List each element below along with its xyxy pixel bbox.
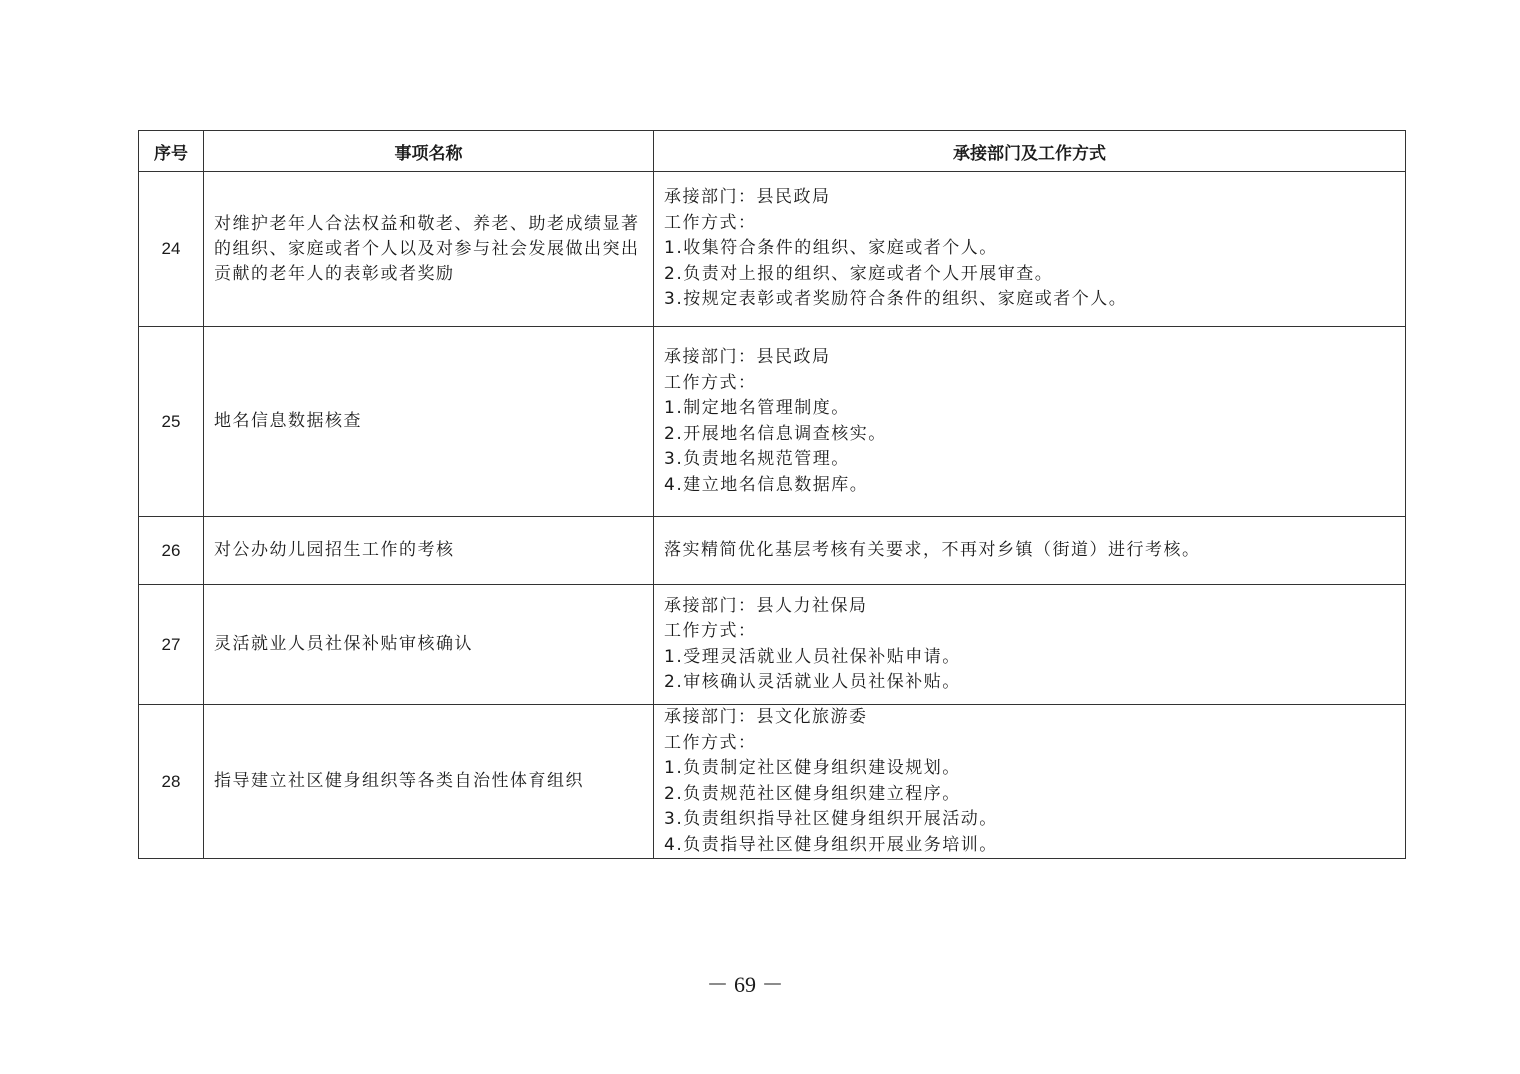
item-name-cell <box>204 517 654 585</box>
method-step: 1.制定地名管理制度。 <box>664 398 850 418</box>
table-header-row <box>139 131 1406 172</box>
item-name-line: 指导建立社区健身组织等各类自治性体育组织 <box>214 771 584 791</box>
row-number: 26 <box>139 517 204 585</box>
department-method-cell <box>654 705 1406 859</box>
row-number: 28 <box>139 705 204 859</box>
method-step: 1.负责制定社区健身组织建设规划。 <box>664 758 961 778</box>
department-line: 承接部门：县民政局 <box>664 187 831 208</box>
method-step: 1.收集符合条件的组织、家庭或者个人。 <box>664 238 998 259</box>
row-number: 24 <box>139 172 204 327</box>
row-number: 27 <box>139 585 204 705</box>
item-name-line: 地名信息数据核查 <box>214 411 362 431</box>
method-step: 4.负责指导社区健身组织开展业务培训。 <box>664 834 998 855</box>
method-label: 工作方式： <box>664 212 757 233</box>
item-name-line: 对维护老年人合法权益和敬老、养老、助老成绩显著 <box>214 213 640 234</box>
header-serial-number: 序号 <box>139 131 204 172</box>
item-name-line: 灵活就业人员社保补贴审核确认 <box>214 634 473 654</box>
method-step: 3.负责地名规范管理。 <box>664 449 850 469</box>
row-number: 25 <box>139 327 204 517</box>
table-row <box>139 327 1406 517</box>
item-name-cell <box>204 585 654 705</box>
method-step: 4.建立地名信息数据库。 <box>664 474 869 495</box>
method-step: 2.负责规范社区健身组织建立程序。 <box>664 783 961 804</box>
department-line: 承接部门：县民政局 <box>664 347 831 367</box>
table-row <box>139 585 1406 705</box>
method-step: 2.开展地名信息调查核实。 <box>664 423 887 444</box>
method-step: 1.受理灵活就业人员社保补贴申请。 <box>664 646 961 667</box>
table-row <box>139 172 1406 327</box>
department-line: 承接部门：县文化旅游委 <box>664 707 868 727</box>
item-name-cell <box>204 172 654 327</box>
method-step: 2.审核确认灵活就业人员社保补贴。 <box>664 672 961 692</box>
method-label: 工作方式： <box>664 372 757 393</box>
method-note: 落实精简优化基层考核有关要求，不再对乡镇（街道）进行考核。 <box>664 539 1201 560</box>
method-label: 工作方式： <box>664 732 757 753</box>
table-row <box>139 517 1406 585</box>
department-method-cell <box>654 327 1406 517</box>
page-number: － 69 － <box>706 972 784 997</box>
table-row <box>139 705 1406 859</box>
method-step: 2.负责对上报的组织、家庭或者个人开展审查。 <box>664 263 1054 284</box>
department-method-cell <box>654 585 1406 705</box>
item-name-line: 的组织、家庭或者个人以及对参与社会发展做出突出 <box>214 238 640 259</box>
item-name-line: 对公办幼儿园招生工作的考核 <box>214 540 455 560</box>
item-name-line: 贡献的老年人的表彰或者奖励 <box>214 263 455 284</box>
item-name-cell <box>204 327 654 517</box>
department-line: 承接部门：县人力社保局 <box>664 595 868 616</box>
department-method-cell <box>654 517 1406 585</box>
header-department-method: 承接部门及工作方式 <box>654 131 1406 172</box>
method-step: 3.按规定表彰或者奖励符合条件的组织、家庭或者个人。 <box>664 289 1128 310</box>
items-table <box>138 130 1406 859</box>
method-label: 工作方式： <box>664 621 757 641</box>
department-method-cell <box>654 172 1406 327</box>
item-name-cell <box>204 705 654 859</box>
header-item-name: 事项名称 <box>204 131 654 172</box>
method-step: 3.负责组织指导社区健身组织开展活动。 <box>664 809 998 829</box>
